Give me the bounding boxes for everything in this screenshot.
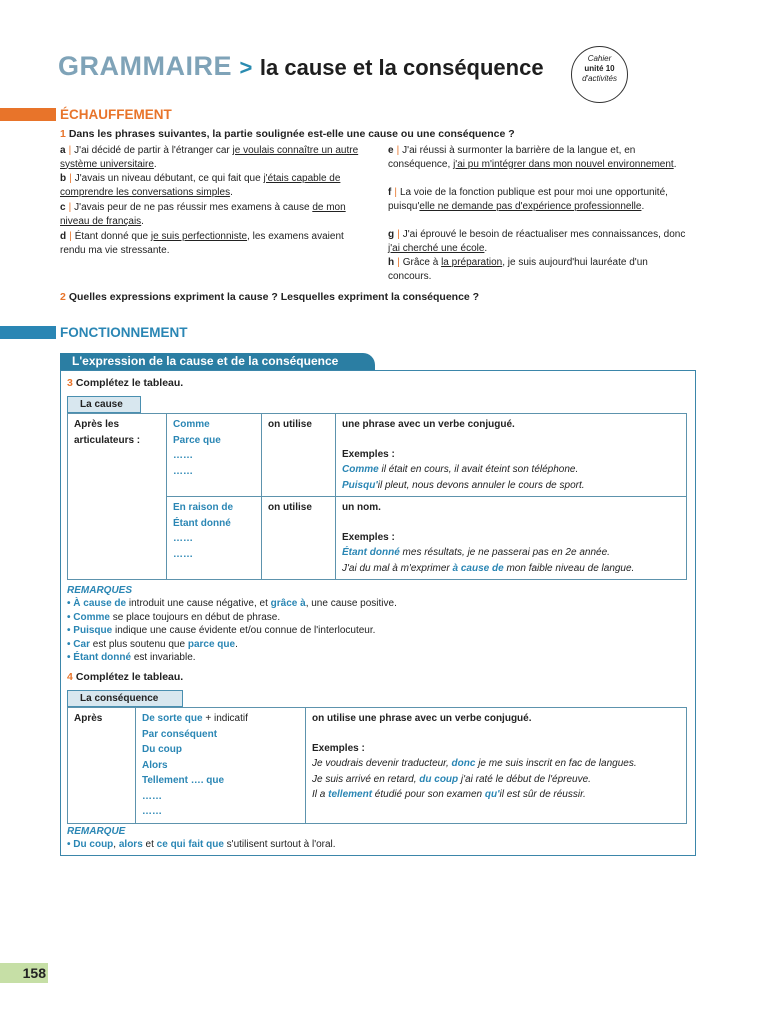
example-text: Je voudrais devenir traducteur, (312, 758, 452, 769)
remarque-keyword: Étant donné (73, 652, 132, 663)
exercise-item-h: h | Grâce à la préparation, je suis aujourd'hui lauréate d'un concours. (388, 257, 648, 282)
example-line (342, 462, 680, 478)
articulateurs-cell (136, 708, 306, 824)
item-text-end: . (153, 158, 157, 170)
item-letter: e (388, 145, 394, 156)
section-echauffement (0, 106, 172, 123)
utilise-cell (262, 497, 336, 580)
item-letter: h (388, 257, 395, 268)
articulateur (142, 711, 299, 727)
example-text: il pleut, nous devons annuler le cours de sport. (377, 479, 585, 491)
usage-cell (336, 497, 687, 580)
remarque-keyword: Comme (73, 611, 110, 623)
example-text: mes résultats, je ne passerai pas en 2e année. (399, 547, 610, 558)
remarque-item: • Du coup, alors et ce qui fait que s'utilisent surtout à l'oral. (67, 839, 336, 850)
example-text: je me suis inscrit en fac de langues. (475, 758, 637, 769)
example-keyword: Étant donné (342, 547, 400, 558)
cause-first-cell (68, 414, 167, 580)
example-text: étudié pour son examen (372, 789, 485, 800)
item-text-end: , je suis aujourd'hui lauréate d'un concours. (388, 257, 648, 282)
example-line (312, 772, 680, 788)
section-title: ÉCHAUFFEMENT (60, 106, 172, 122)
remarque-item: • Car est plus soutenu que parce que. (67, 638, 238, 650)
articulateur: En raison de (173, 502, 234, 513)
remarque-text: indique une cause évidente et/ou connue de l'interlocuteur. (112, 625, 376, 636)
item-text: J'avais peur de ne pas réussir mes examens à cause (74, 202, 313, 213)
exercise-item-e: e | J'ai réussi à surmonter la barrière de la langue et, en conséquence, j'ai pu m'intégrer dans mon nouvel environnement. (388, 145, 677, 170)
example-text: il est sûr de réussir. (499, 789, 586, 800)
example-line (312, 787, 680, 803)
remarque-keyword: À cause de (73, 598, 127, 609)
articulateur: Tellement …. que (142, 775, 225, 786)
example-keyword: à cause de (452, 562, 504, 574)
grammar-box-title: L'expression de la cause et de la conséquence (60, 353, 375, 370)
item-text: J'ai éprouvé le besoin de réactualiser mes connaissances, donc (402, 229, 686, 240)
articulateur-keyword: De sorte que (142, 713, 203, 724)
cause-table (67, 413, 687, 580)
articulateur: Étant donné (173, 517, 231, 529)
articulateur-blank: …… (142, 806, 162, 817)
item-underlined: je voulais connaître un autre système universitaire (60, 145, 359, 170)
item-letter: g (388, 229, 395, 240)
articulateur: Alors (142, 759, 168, 771)
utilise-text: on utilise (268, 419, 312, 430)
remarque-item: • Comme se place toujours en début de phrase. (67, 611, 281, 623)
item-underlined: de mon niveau de français (60, 202, 346, 227)
section-title: FONCTIONNEMENT (60, 324, 188, 340)
remarque-keyword: ce qui fait que (156, 839, 224, 850)
articulateur-blank: …… (173, 533, 193, 544)
remarque-text: est invariable. (131, 652, 196, 663)
question-1 (60, 128, 515, 142)
example-line (342, 561, 680, 577)
title-grammaire: GRAMMAIRE (58, 51, 232, 81)
item-underlined: j'étais capable de comprendre les conversations simples (60, 173, 341, 198)
badge-line3: d'activités (582, 74, 617, 83)
item-letter: f (388, 187, 392, 198)
usage-cell (336, 414, 687, 497)
badge-line1: Cahier (587, 54, 612, 63)
remarque-text: et (142, 839, 157, 850)
articulateur-blank: …… (173, 548, 193, 560)
example-keyword: donc (451, 758, 476, 769)
item-text: Étant donné que (74, 231, 151, 242)
articulateur: Parce que (173, 434, 221, 446)
question-4 (67, 671, 183, 685)
title-topic: la cause et la conséquence (259, 55, 544, 80)
exercise-item-a: a | J'ai décidé de partir à l'étranger car je voulais connaître un autre système universitaire. (60, 145, 359, 170)
question-3 (67, 377, 183, 391)
title-arrow: > (239, 55, 253, 80)
section-bar (0, 108, 56, 121)
remarque-text: se place toujours en début de phrase. (109, 611, 281, 623)
remarque-keyword: alors (118, 839, 143, 850)
section-fonctionnement (0, 324, 188, 341)
remarques-title: REMARQUES (67, 585, 133, 596)
exercise-item-f: f | La voie de la fonction publique est pour moi une opportunité, puisqu'elle ne demande pas d'expérience professionnelle. (388, 187, 668, 212)
example-keyword: du coup (419, 773, 459, 785)
exercise-item-c: c | J'avais peur de ne pas réussir mes examens à cause de mon niveau de français. (60, 202, 346, 227)
question-number: 2 (60, 291, 66, 303)
question-text: Dans les phrases suivantes, la partie soulignée est-elle une cause ou une conséquence ? (68, 128, 515, 140)
page-number: 158 (0, 963, 48, 983)
example-line (342, 545, 680, 561)
item-text-end: . (141, 215, 144, 227)
articulateur-note: + indicatif (202, 713, 248, 724)
example-line (342, 478, 680, 494)
question-2 (60, 291, 479, 305)
exemples-label: Exemples : (342, 531, 395, 543)
articulateur-blank: …… (173, 450, 193, 461)
example-keyword: Puisqu' (342, 479, 378, 491)
remarque-item: • À cause de introduit une cause négative, et grâce à, une cause positive. (67, 598, 397, 609)
example-text: j'ai raté le début de l'épreuve. (458, 773, 591, 785)
section-bar (0, 326, 56, 339)
consequence-label: La conséquence (67, 690, 183, 707)
remarque-item: • Étant donné est invariable. (67, 652, 196, 663)
item-text: J'ai décidé de partir à l'étranger car (74, 145, 233, 156)
question-text: Quelles expressions expriment la cause ? Lesquelles expriment la conséquence ? (68, 291, 480, 303)
articulateur: Par conséquent (142, 728, 218, 740)
example-text: J'ai du mal à m'exprimer (342, 562, 453, 574)
example-text: mon faible niveau de langue. (503, 562, 635, 574)
item-text: J'avais un niveau débutant, ce qui fait que (74, 173, 264, 184)
cahier-badge (571, 46, 628, 103)
cons-first-text: Après (74, 713, 103, 724)
utilise-cell (262, 414, 336, 497)
usage-text: une phrase avec un verbe conjugué. (342, 419, 515, 430)
cons-first-cell (68, 708, 136, 824)
item-text-end: . (673, 158, 677, 170)
usage-text: un nom. (342, 502, 381, 513)
item-text-end: . (230, 186, 233, 198)
item-letter: b (60, 173, 67, 184)
example-keyword: Comme (342, 464, 379, 475)
item-text-end: . (484, 242, 488, 254)
remarque-keyword: parce que (187, 638, 236, 650)
cause-first-text: Après les articulateurs : (74, 419, 141, 446)
item-underlined: j'ai cherché une école (388, 242, 485, 254)
example-keyword: qu' (484, 789, 500, 800)
example-text: Je suis arrivé en retard, (312, 773, 420, 785)
example-text: il était en cours, il avait éteint son téléphone. (378, 464, 579, 475)
question-text: Complétez le tableau. (75, 377, 184, 389)
exemples-label: Exemples : (312, 742, 365, 754)
remarque-keyword: Puisque (73, 625, 113, 636)
item-letter: c (60, 202, 66, 213)
table-row (68, 708, 687, 824)
item-text: J'ai réussi à surmonter la barrière de la langue et, en conséquence, (388, 145, 636, 170)
exercise-item-d: d | Étant donné que je suis perfectionniste, les examens avaient rendu ma vie stressante. (60, 231, 344, 256)
table-row (68, 414, 687, 497)
articulateurs-cell (167, 414, 262, 497)
remarque-text: , une cause positive. (305, 598, 397, 609)
page-title (58, 50, 544, 84)
example-text: Il a (312, 789, 329, 800)
remarque-text: , (113, 839, 119, 850)
remarque-text: . (235, 638, 238, 650)
usage-cell (306, 708, 687, 824)
item-letter: d (60, 231, 67, 242)
exercise-item-b: b | J'avais un niveau débutant, ce qui fait que j'étais capable de comprendre les conversations simples. (60, 173, 341, 198)
remarque-item: • Puisque indique une cause évidente et/ou connue de l'interlocuteur. (67, 625, 376, 636)
articulateur: Comme (173, 419, 210, 430)
question-number: 1 (60, 128, 66, 140)
item-letter: a (60, 145, 66, 156)
question-text: Complétez le tableau. (75, 671, 184, 683)
consequence-table (67, 707, 687, 824)
exemples-label: Exemples : (342, 448, 395, 460)
remarque-text: introduit une cause négative, et (126, 598, 271, 609)
articulateur-blank: …… (173, 465, 193, 477)
question-number: 3 (67, 377, 73, 389)
example-keyword: tellement (328, 789, 373, 800)
articulateur: Du coup (142, 744, 182, 755)
remarque-keyword: grâce à (270, 598, 306, 609)
cause-label: La cause (67, 396, 141, 413)
item-underlined: elle ne demande pas d'expérience professionnelle (419, 200, 642, 212)
item-underlined: la préparation (441, 257, 503, 268)
item-text: Grâce à (402, 257, 442, 268)
item-text-end: . (641, 200, 645, 212)
exercise-item-g: g | J'ai éprouvé le besoin de réactualiser mes connaissances, donc j'ai cherché une école. (388, 229, 686, 254)
utilise-text: on utilise (268, 502, 312, 513)
item-underlined: je suis perfectionniste (150, 231, 248, 242)
example-line (312, 756, 680, 772)
remarque-text: est plus soutenu que (89, 638, 188, 650)
item-text: La voie de la fonction publique est pour moi une opportunité, puisqu' (388, 187, 668, 212)
item-text-end: , les examens avaient rendu ma vie stressante. (60, 231, 344, 256)
remarque-keyword: Car (73, 638, 90, 650)
remarque-text: s'utilisent surtout à l'oral. (223, 839, 336, 850)
articulateurs-cell (167, 497, 262, 580)
item-underlined: j'ai pu m'intégrer dans mon nouvel environnement (453, 158, 674, 170)
question-number: 4 (67, 671, 73, 683)
badge-line2: unité 10 (584, 64, 615, 73)
usage-text: on utilise une phrase avec un verbe conjugué. (312, 713, 532, 724)
articulateur-blank: …… (142, 790, 162, 802)
remarques-list (67, 597, 687, 665)
remarque-title: REMARQUE (67, 826, 126, 837)
remarque-keyword: Du coup (73, 839, 114, 850)
